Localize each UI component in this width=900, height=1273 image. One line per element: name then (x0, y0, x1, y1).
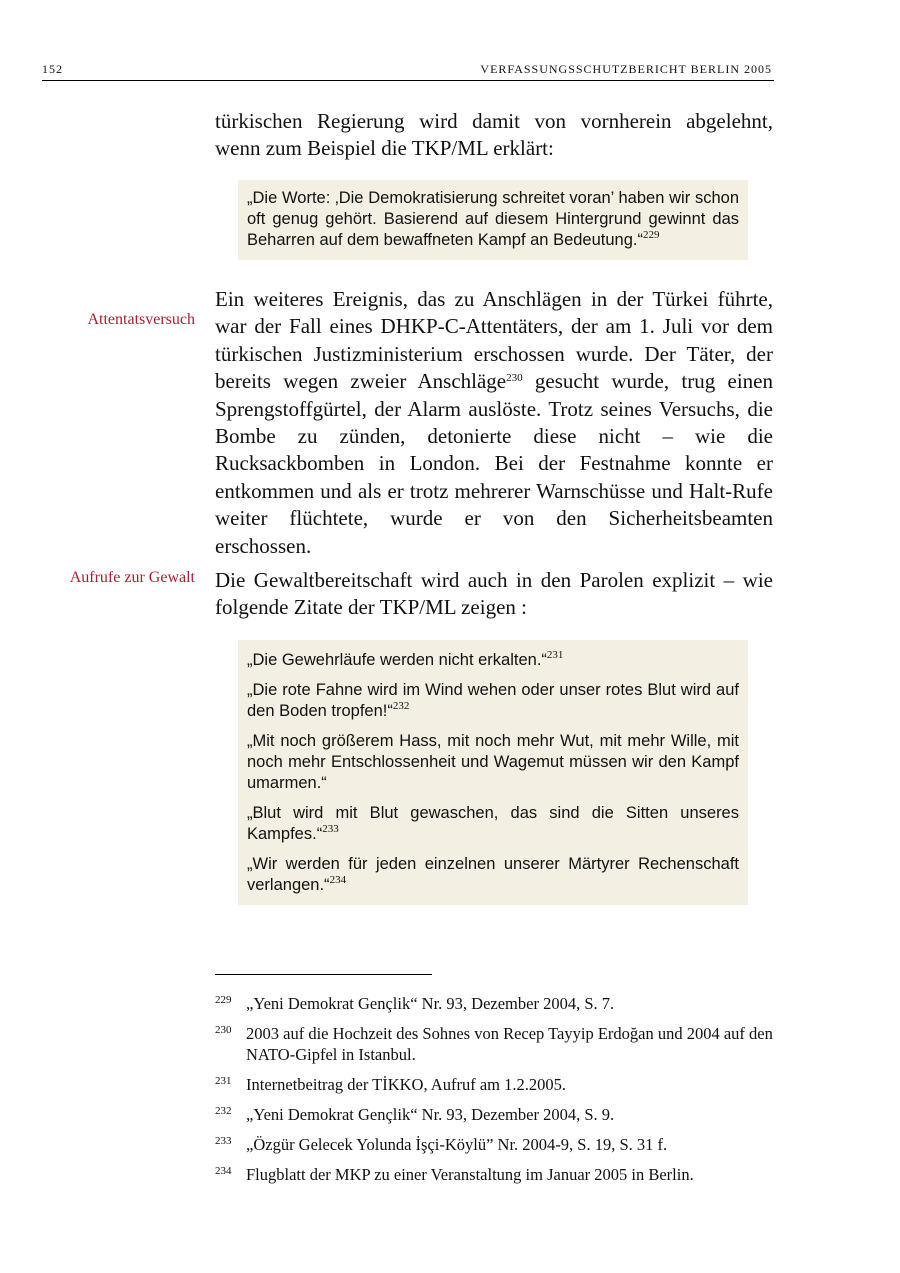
footnote-text: Internetbeitrag der TİKKO, Aufruf am 1.2.2005. (246, 1074, 566, 1094)
footnotes (215, 994, 775, 1195)
footnote (215, 994, 775, 1015)
footnote-text: „Yeni Demokrat Gençlik“ Nr. 93, Dezember 2004, S. 9. (246, 1104, 615, 1124)
running-title: VERFASSUNGSSCHUTZBERICHT BERLIN 2005 (480, 62, 772, 76)
intro-paragraph (215, 108, 773, 163)
footnote-text: „Yeni Demokrat Gençlik“ Nr. 93, Dezember 2004, S. 7. (246, 994, 615, 1013)
footnote-number: 234 (215, 1164, 232, 1177)
quote-item (247, 731, 739, 794)
gewalt-paragraph: Die Gewaltbereitschaft wird auch in den Parolen explizit – wie folgende Zitate der TKP/ML zeigen : (215, 568, 773, 620)
footnote-number: 231 (215, 1074, 232, 1087)
attentat-text-b: gesucht wurde, trug einen Sprengstoffgürtel, der Alarm auslöste. Trotz seines Versuchs, die Bombe zu zünden, detonierte diese nicht – wie die Rucksackbomben in London. Bei der Festnahme konnte er entkommen und als er trotz mehrerer Warnschüsse und Halt-Rufe weiter flüchtete, wurde er von den Sicherheitsbeamten erschossen. (215, 369, 774, 558)
footnote-ref: 233 (322, 823, 339, 835)
footnote (215, 1165, 775, 1186)
footnote-ref: 230 (506, 372, 523, 385)
footnote-ref: 231 (546, 649, 564, 661)
quote-text: „Blut wird mit Blut gewaschen, das sind die Sitten unseres Kampfes.“ (247, 804, 739, 843)
page-header (42, 62, 774, 81)
quote-box-1 (238, 180, 748, 260)
attentat-paragraph (215, 286, 773, 560)
intro-line-2: wenn zum Beispiel die TKP/ML erklärt: (215, 136, 554, 161)
footnote (215, 1105, 775, 1126)
quote-item (247, 854, 739, 896)
footnote-ref: 234 (329, 874, 347, 886)
footnote-separator (215, 974, 432, 975)
quote-text (247, 188, 739, 251)
footnote-text: „Özgür Gelecek Yolunda İşçi-Köylü” Nr. 2004-9, S. 19, S. 31 f. (246, 1134, 668, 1154)
quote-1-text: „Die Worte: ‚Die Demokratisierung schreitet voran’ haben wir schon oft genug gehört. Basierend auf diesem Hintergrund gewinnt das Beharren auf dem bewaffneten Kampf an Bedeutung.“ (247, 189, 739, 249)
quote-text: „Die rote Fahne wird im Wind wehen oder unser rotes Blut wird auf den Boden tropfen!“ (247, 681, 739, 720)
margin-note-attentatsversuch: Attentatsversuch (87, 311, 195, 328)
attentat-text-a: Ein weiteres Ereignis, das zu Anschlägen in der Türkei führte, war der Fall eines DHKP-C-Attentäters, der am 1. Juli vor dem türkischen Justizministerium erschossen wurde. Der Täter, der bereits wegen zweier Anschläge (215, 287, 773, 394)
footnote-number: 230 (215, 1024, 232, 1036)
quote-item (247, 650, 739, 671)
footnote-text: 2003 auf die Hochzeit des Sohnes von Recep Tayyip Erdoğan und 2004 auf den NATO-Gipfel in Istanbul. (246, 1024, 773, 1064)
footnote (215, 1135, 775, 1156)
footnote-number: 233 (215, 1134, 232, 1147)
footnote-number: 232 (215, 1104, 232, 1117)
quote-item (247, 680, 739, 722)
quote-box-2 (238, 640, 748, 905)
footnote (215, 1075, 775, 1096)
footnote-number: 229 (215, 994, 232, 1006)
quote-text: „Mit noch größerem Hass, mit noch mehr Wut, mit mehr Wille, mit noch mehr Entschlossenheit und Wagemut müssen wir den Kampf umarmen.“ (247, 732, 739, 792)
intro-line-1: türkischen Regierung wird damit von vornherein abgelehnt, (215, 109, 773, 133)
footnote-text: Flugblatt der MKP zu einer Veranstaltung im Januar 2005 in Berlin. (246, 1164, 694, 1184)
footnote-ref: 229 (642, 229, 660, 241)
margin-note-aufrufe-zur-gewalt: Aufrufe zur Gewalt (69, 569, 195, 586)
quote-text: „Die Gewehrläufe werden nicht erkalten.“ (247, 651, 547, 669)
quote-text: „Wir werden für jeden einzelnen unserer Märtyrer Rechenschaft verlangen.“ (247, 855, 739, 894)
footnote (215, 1024, 775, 1065)
page-number: 152 (42, 62, 63, 76)
footnote-ref: 232 (392, 700, 410, 712)
quote-item (247, 803, 739, 845)
